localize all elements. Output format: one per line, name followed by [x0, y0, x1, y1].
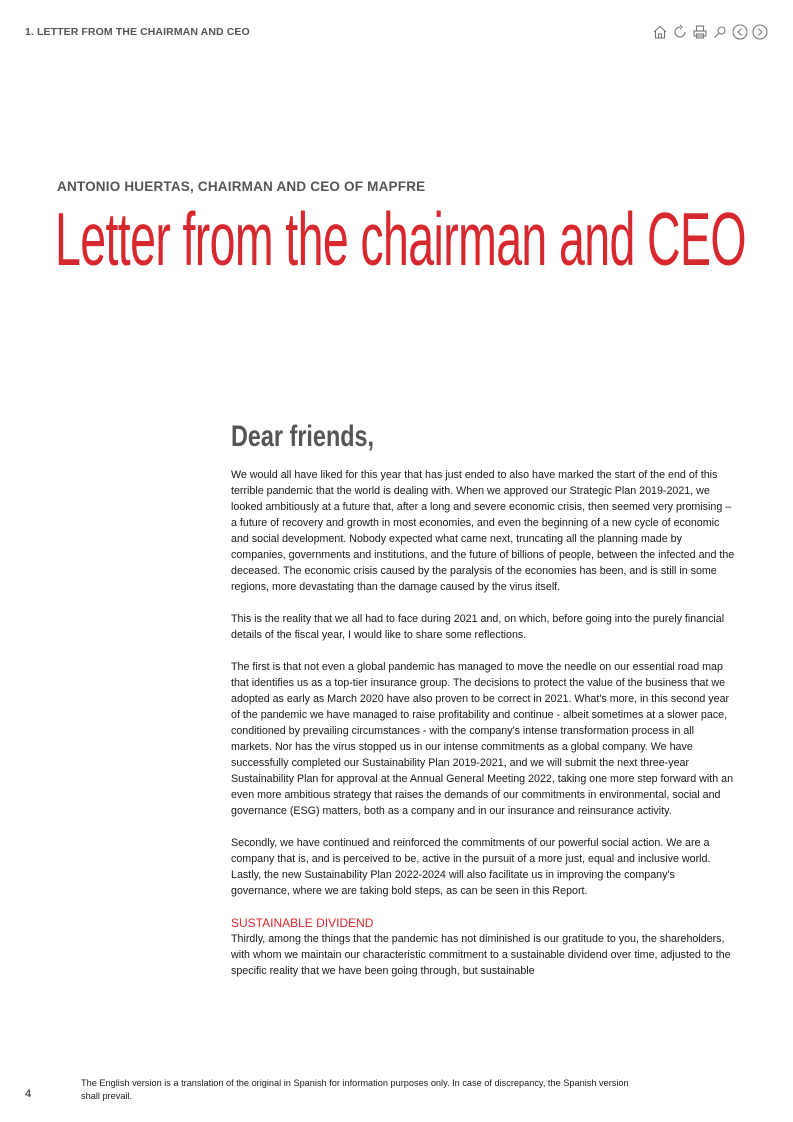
home-icon[interactable] [651, 23, 669, 41]
letter-body [231, 467, 736, 995]
paragraph: The first is that not even a global pandemic has managed to move the needle on our essential road map that identifies us as a top-tier insurance group. The decisions to protect the value of the business that we adopted as early as March 2020 have also proven to be correct in 2021. What's more, in this second year of the pandemic we have managed to raise profitability and continue - albeit sometimes at a slower pace, conditioned by prevailing circumstances - with the company's intense transformation process in all markets. Nor has the virus stopped us in our intense commitments as a global company. We have successfully completed our Sustainability Plan 2019-2021, and we will submit the next three-year Sustainability Plan for approval at the Annual General Meeting 2022, taking one more step forward with an even more ambitious strategy that raises the demands of our commitments in environmental, social and governance (ESG) matters, both as a company and in our insurance and reinsurance activity. [231, 661, 734, 817]
navigation-toolbar [651, 23, 769, 41]
paragraph: We would all have liked for this year that has just ended to also have marked the start of the end of this terrible pandemic that the world is dealing with. When we approved our Strategic Plan 2019-2021, we looked ambitiously at a future that, after a long and severe economic crisis, then seemed very promising – a future of recovery and growth in most economies, and even the beginning of a new cycle of economic and social development. Nobody expected what came next, truncating all the planning made by companies, governments and institutions, and the future of billions of people, between the infected and the deceased. The economic crisis caused by the paralysis of the economies has been, and is still in some regions, more devastating than the damage caused by the virus itself. [231, 469, 735, 593]
letter-greeting: Dear friends, [231, 420, 375, 453]
next-page-icon[interactable] [751, 23, 769, 41]
section-heading: SUSTAINABLE DIVIDEND [231, 916, 374, 930]
paragraph: This is the reality that we all had to face during 2021 and, on which, before going into the purely financial details of the fiscal year, I would like to share some reflections. [231, 613, 725, 641]
print-icon[interactable] [691, 23, 709, 41]
author-subtitle: ANTONIO HUERTAS, CHAIRMAN AND CEO OF MAPFRE [57, 179, 426, 194]
page-number: 4 [25, 1088, 32, 1100]
back-icon[interactable] [671, 23, 689, 41]
search-icon[interactable] [711, 23, 729, 41]
section-header-label: 1. LETTER FROM THE CHAIRMAN AND CEO [25, 26, 250, 38]
paragraph: Secondly, we have continued and reinforced the commitments of our powerful social action. We are a company that is, and is perceived to be, active in the pursuit of a more just, equal and inclusive world. Lastly, the new Sustainability Plan 2022-2024 will also facilitate us in improving the company's governance, where we are taking bold steps, as can be seen in this Report. [231, 837, 711, 897]
page-title: Letter from the chairman and CEO [55, 197, 746, 281]
paragraph: Thirdly, among the things that the pandemic has not diminished is our gratitude to you, the shareholders, with whom we maintain our characteristic commitment to a sustainable dividend over time, adjusted to the specific reality that we have been going through, but sustainable [231, 933, 731, 977]
translation-footnote: The English version is a translation of the original in Spanish for information purposes only. In case of discrepancy, the Spanish version shall prevail. [81, 1078, 629, 1101]
previous-page-icon[interactable] [731, 23, 749, 41]
